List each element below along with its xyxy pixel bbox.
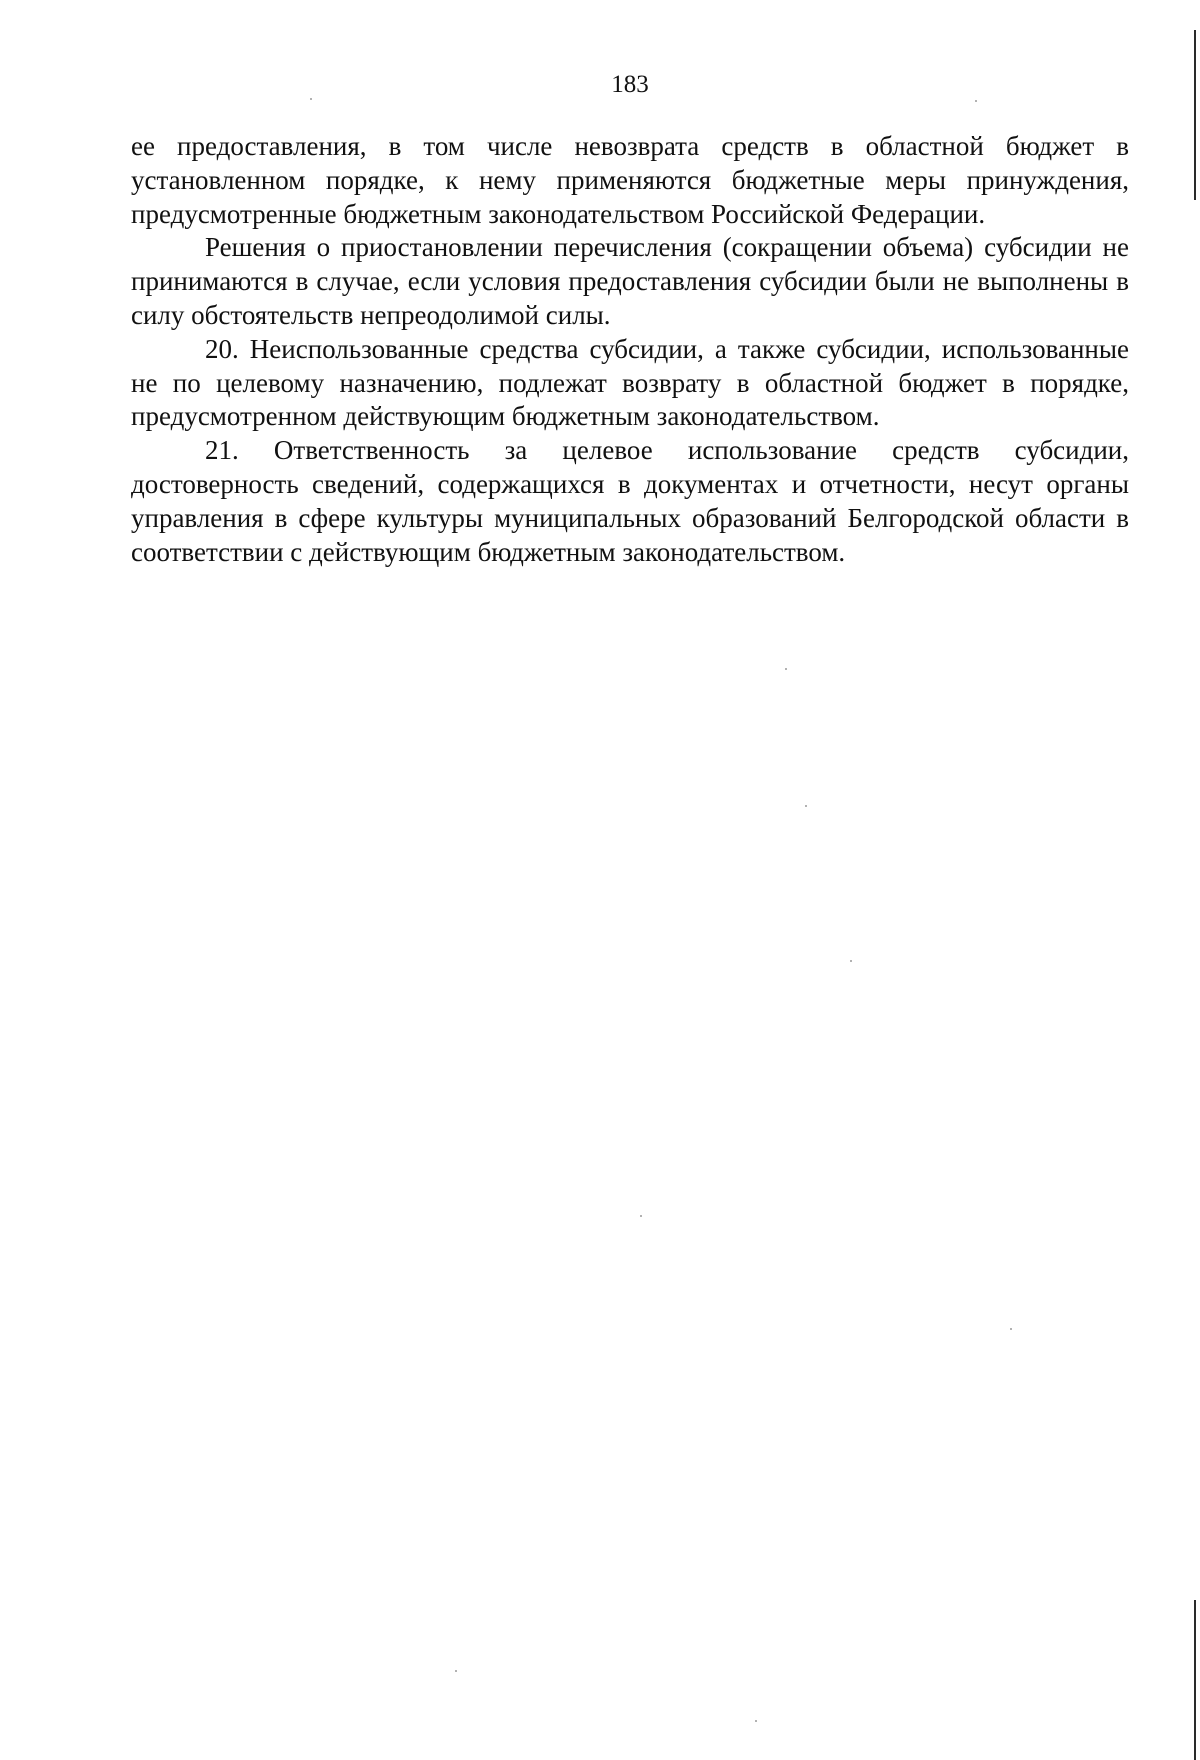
scan-speck bbox=[455, 1670, 457, 1672]
scan-speck bbox=[785, 668, 787, 670]
paragraph-2: Решения о приостановлении перечисления (сокращении объема) субсидии не принимаются в случае, если условия предоставления субсидии были не выполнены в силу обстоятельств непреодолимой силы. bbox=[131, 232, 1129, 330]
page-number: 183 bbox=[611, 71, 649, 98]
document-body bbox=[131, 130, 1129, 569]
scan-edge-bottom bbox=[1194, 1600, 1196, 1760]
scan-speck bbox=[975, 100, 977, 102]
paragraph-4: 21. Ответственность за целевое использование средств субсидии, достоверность сведений, содержащихся в документах и отчетности, несут органы управления в сфере культуры муниципальных образований Белгородской области в соответствии с действующим бюджетным законодательством. bbox=[131, 435, 1129, 567]
scan-edge-top bbox=[1194, 30, 1196, 200]
scan-speck bbox=[850, 960, 852, 962]
paragraph-1: ее предоставления, в том числе невозврата средств в областной бюджет в установленном порядке, к нему применяются бюджетные меры принуждения, предусмотренные бюджетным законодательством Российской Федерации. bbox=[131, 131, 1129, 229]
scan-speck bbox=[1010, 1328, 1012, 1330]
paragraph-3: 20. Неиспользованные средства субсидии, а также субсидии, использованные не по целевому назначению, подлежат возврату в областной бюджет в порядке, предусмотренном действующим бюджетным законодательством. bbox=[131, 333, 1129, 432]
scan-speck bbox=[805, 805, 807, 807]
scan-speck bbox=[640, 1215, 642, 1217]
scan-speck bbox=[310, 98, 312, 100]
scan-speck bbox=[755, 1720, 757, 1722]
